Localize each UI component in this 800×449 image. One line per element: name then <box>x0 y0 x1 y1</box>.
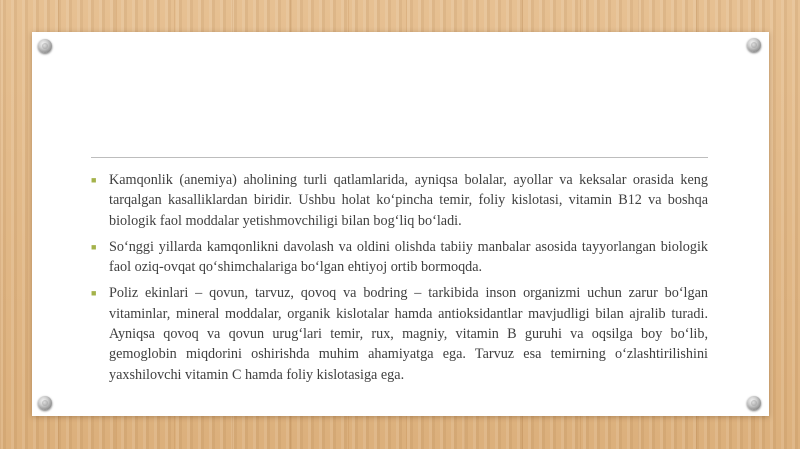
bullet-list <box>91 170 708 391</box>
pin-icon-top-right <box>747 38 761 52</box>
title-divider <box>91 157 708 158</box>
square-bullet-icon: ■ <box>91 175 97 185</box>
bullet-item <box>91 237 708 278</box>
pin-icon-bottom-left <box>38 396 52 410</box>
bullet-text: So‘nggi yillarda kamqonlikni davolash va oldini olishda tabiiy manbalar asosida tayyorlangan biologik faol oziq-ovqat qo‘shimchalariga bo‘lgan ehtiyoj ortib bormoqda. <box>109 238 708 276</box>
bullet-text: Kamqonlik (anemiya) aholining turli qatlamlarida, ayniqsa bolalar, ayollar va keksalar orasida keng tarqalgan kasalliklardan biridir. Ushbu holat ko‘pincha temir, foliy kislotasi, vitamin B12 va boshqa biologik faol moddalar yetishmovchiligi bilan bog‘liq bo‘ladi. <box>109 172 708 229</box>
pin-icon-top-left <box>38 39 52 53</box>
bullet-item <box>91 283 708 384</box>
bullet-item <box>91 170 708 231</box>
slide <box>32 32 769 416</box>
bullet-text: Poliz ekinlari – qovun, tarvuz, qovoq va bodring – tarkibida inson organizmi uchun zarur bo‘lgan vitaminlar, mineral moddalar, organik kislotalar hamda antioksidantlar mavjudligi bilan ajralib turadi. Ayniqsa qovoq va qovun urug‘lari temir, rux, magniy, vitamin B guruhi va oqsilga boy bo‘lib, gemoglobin miqdorini oshirishda muhim ahamiyatga ega. Tarvuz esa temirning o‘zlashtirilishini yaxshilovchi vitamin C hamda foliy kislotasiga ega. <box>109 285 708 383</box>
square-bullet-icon: ■ <box>91 241 97 252</box>
pin-icon-bottom-right <box>747 396 761 410</box>
square-bullet-icon: ■ <box>91 288 97 299</box>
